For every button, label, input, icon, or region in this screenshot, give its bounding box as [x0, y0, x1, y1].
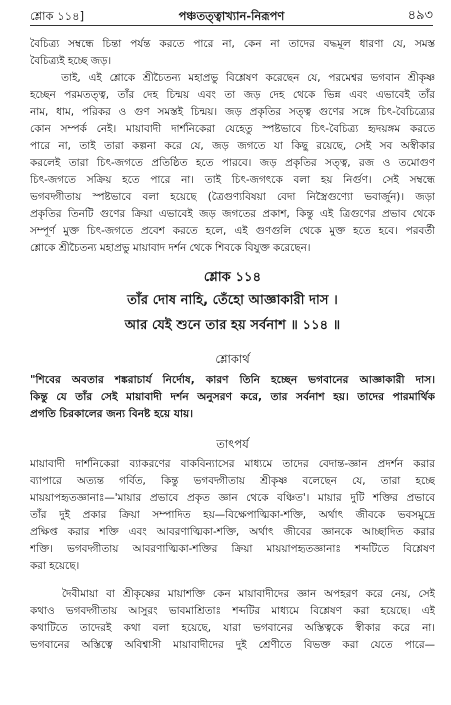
purport-line: শক্তি। ভগবদ্গীতায় আবরণাত্মিকা-শক্তির ক্রিয়া মায়য়াপহৃতজ্ঞানাঃ শব্দটিতে বিশ্লেষণ: [30, 543, 435, 555]
chapter-title: পঞ্চতত্ত্বাখ্যান-নিরূপণ: [178, 9, 285, 23]
purport-line: প্রক্ষিপ্ত করার শক্তি এবং আবরণাত্মিকা-শক্তি, অর্থাৎ জীবের জ্ঞানকে আচ্ছাদিত করার: [30, 526, 435, 538]
body-line: সম্পূর্ণ মুক্ত চিৎ-জগতে প্রবেশ করতে হলে, এই গুণগুলি থেকে মুক্ত হতে হবে। পরবর্তী: [30, 225, 435, 237]
page-header: [30, 6, 433, 26]
purport-line: ভগবানের অস্তিত্বে অবিশ্বাসী মায়াবাদীদের দুই শ্রেণীতে বিভক্ত করা যেতে পারে—: [30, 639, 435, 651]
header-divider: [30, 25, 433, 26]
translation-line: প্রগতি চিরকালের জন্য বিনষ্ট হয়ে যায়।: [30, 408, 194, 420]
purport-line: দৈবীমায়া বা শ্রীকৃষ্ণের মায়াশক্তি কেন মায়াবাদীদের জ্ঞান অপহরণ করে নেয়, সেই: [30, 588, 435, 600]
purport-line: তাঁর দুই প্রকার ক্রিয়া সম্পাদিত হয়—বিক্ষেপাত্মিকা-শক্তি, অর্থাৎ জীবকে ভবসমুদ্রে: [30, 509, 435, 521]
body-line: পারে না, তাই তারা কল্পনা করে যে, জড় জগতে যা কিছু রয়েছে, সেই সব অস্বীকার: [30, 140, 435, 152]
page-number: ৪৯৩: [407, 8, 433, 23]
purport-line: করা হয়েছে।: [30, 560, 80, 572]
body-line: প্রকৃতির তিনটি গুণের ক্রিয়া এভাবেই জড় জগতের প্রকাশ, কিন্তু এই ত্রিগুণের প্রভাব থেকে: [30, 208, 435, 220]
verse-reference: শ্লোক ১১৪]: [30, 9, 85, 23]
body-line: বৈচিত্র্য সম্বন্ধে চিন্তা পর্যন্ত করতে পারে না, কেন না তাদের বদ্ধমূল ধারণা যে, সমস্ত: [30, 38, 435, 50]
translation-line: কিন্তু যে তাঁর সেই মায়াবাদী দর্শন অনুসরণ করে, তার সর্বনাশ হয়। তাদের পারমার্থিক: [30, 391, 435, 403]
body-line: নাম, ধাম, পরিকর ও গুণ সমস্তই চিন্ময়। জড় প্রকৃতির সত্ত্ব গুণের সঙ্গে চিৎ-বৈচিত্র্যের: [30, 106, 435, 118]
purport-line: মায়য়াপহৃতজ্ঞানাঃ—'মায়ার প্রভাবে প্রকৃত জ্ঞান থেকে বঞ্চিত'। মায়ার দুটি শক্তির প্রভাবে: [30, 492, 435, 504]
purport-line: কথাটিতে তাদেরই কথা বলা হয়েছে, যারা ভগবানের অস্তিত্বকে স্বীকার করে না।: [30, 622, 435, 634]
purport-line: মায়াবাদী দার্শনিকেরা ব্যাকরণের বাকবিন্যাসের মাধ্যমে তাদের বেদান্ত-জ্ঞান প্রদর্শন করার: [30, 458, 435, 470]
purport-line: কথাও ভগবদ্গীতায় আসুরং ভাবমাশ্রিতাঃ শব্দটির মাধ্যমে বিশ্লেষণ করা হয়েছে। এই: [30, 605, 435, 617]
verse-title: শ্লোক ১১৪: [203, 270, 262, 285]
body-line: কোন সম্পর্ক নেই। মায়াবাদী দার্শনিকেরা যেহেতু স্পষ্টভাবে চিৎ-বৈচিত্র্য হৃদয়ঙ্গম করতে: [30, 123, 435, 135]
verse-line-1: তাঁর দোষ নাহি, তেঁহো আজ্ঞাকারী দাস ।: [127, 293, 338, 308]
body-line: তাই, এই শ্লোকে শ্রীচৈতন্য মহাপ্রভু বিশ্লেষণ করেছেন যে, পরমেশ্বর ভগবান শ্রীকৃষ্ণ: [30, 72, 435, 84]
body-line: হচ্ছেন পরমতত্ত্ব, তাঁর দেহ চিন্ময় এবং তা জড় দেহ থেকে ভিন্ন এবং এভাবেই তাঁর: [30, 89, 435, 101]
body-line: করলেই তারা চিৎ-জগতে প্রতিষ্ঠিত হতে পারবে। জড় প্রকৃতির সত্ত্ব, রজ ও তমোগুণ: [30, 157, 435, 169]
body-line: চিৎ-জগতে সক্রিয় হতে পারে না। তাই চিৎ-জগৎকে বলা হয় নির্গুণ। সেই সম্বন্ধে: [30, 174, 435, 186]
translation-line: "শিবের অবতার শঙ্করাচার্য নির্দোষ, কারণ তিনি হচ্ছেন ভগবানের আজ্ঞাকারী দাস।: [30, 374, 435, 386]
body-line: ভগবদ্গীতায় স্পষ্টভাবে বলা হয়েছে (ত্রৈগুণ্যবিষয়া বেদা নিস্ত্রৈগুণ্যো ভবার্জুন)। জড়া: [30, 191, 435, 203]
translation-heading: শ্লোকার্থ: [215, 352, 250, 366]
body-line: শ্লোকে শ্রীচৈতন্য মহাপ্রভু মায়াবাদ দর্শন থেকে শিবকে বিযুক্ত করেছেন।: [30, 242, 311, 254]
body-line: বৈচিত্র্যই হচ্ছে জড়।: [30, 55, 112, 67]
purport-heading: তাৎপর্য: [216, 437, 249, 451]
purport-line: ব্যাপারে অত্যন্ত গর্বিত, কিন্তু ভগবদ্গীতায় শ্রীকৃষ্ণ বলেছেন যে, তারা হচ্ছে: [30, 475, 435, 487]
verse-line-2: আর যেই শুনে তার হয় সর্বনাশ ॥ ১১৪ ॥: [124, 318, 341, 333]
